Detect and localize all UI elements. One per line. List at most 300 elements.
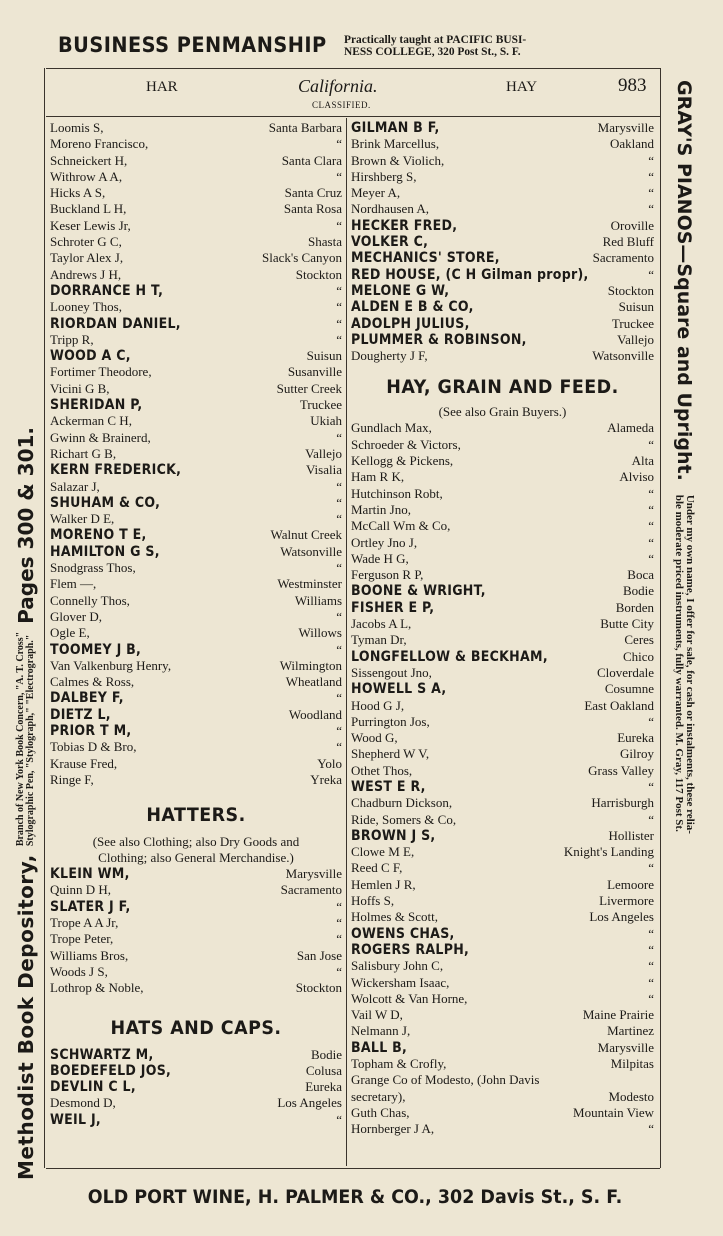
listing-place: Stockton [295, 980, 342, 996]
listing-name: SCHWARTZ M, [50, 1046, 154, 1063]
listing-place: Marysville [597, 120, 654, 135]
listing-name: Brown & Violich, [351, 152, 445, 168]
listing-row [351, 469, 654, 485]
listing-row [351, 250, 654, 266]
top-ad-line1: Practically taught at PACIFIC BUSI- [343, 32, 527, 46]
listing-name: Andrews J H, [50, 266, 122, 282]
listing-place: “ [648, 925, 654, 941]
listing-row [351, 299, 654, 315]
listing-row [351, 332, 654, 348]
listing-row [351, 201, 654, 217]
listing-row [351, 877, 654, 893]
spacer [50, 788, 342, 804]
listing-row [351, 1105, 654, 1121]
listing-name: Loomis S, [50, 120, 104, 135]
listing-name: Vail W D, [351, 1007, 403, 1023]
listing-place: Watsonville [280, 543, 342, 559]
listing-name: Nelmann J, [351, 1023, 411, 1039]
left-ad-pages: Pages 300 & 301. [14, 426, 38, 624]
listing-row [351, 437, 654, 453]
listing-row [50, 1095, 342, 1111]
listing-name: PLUMMER & ROBINSON, [351, 331, 527, 348]
listing-place: Santa Cruz [284, 185, 342, 201]
listing-name: OWENS CHAS, [351, 925, 455, 942]
listing-row [351, 518, 654, 534]
top-rule [46, 68, 660, 69]
listing-name: Tripp R, [50, 331, 94, 347]
listing-place: “ [336, 641, 342, 657]
listing-place: Eureka [617, 730, 654, 746]
header-rule [46, 116, 660, 117]
listing-place: “ [648, 860, 654, 876]
listing-name: Ham R K, [351, 469, 405, 485]
listing-name: Othet Thos, [351, 762, 413, 778]
listing-row [351, 218, 654, 234]
listing-place: Alta [631, 453, 654, 469]
listing-place: Marysville [285, 866, 342, 882]
listing-name: Grange Co of Modesto, (John Davis [351, 1072, 540, 1088]
listing-place: “ [336, 494, 342, 510]
listing-name: BALL B, [351, 1039, 408, 1056]
spacer [50, 997, 342, 1017]
listing-place: “ [336, 931, 342, 947]
right-ad-line1: Under my own name, I offer for sale, for cash or instalments, these relia- [684, 494, 696, 834]
listing-place: “ [336, 136, 342, 152]
listing-place: Visalia [305, 462, 342, 478]
hatters-note-line1: (See also Clothing; also Dry Goods and [92, 834, 300, 850]
listing-row [351, 958, 654, 974]
listing-place: “ [648, 485, 654, 501]
listing-name: Schneickert H, [50, 152, 128, 168]
listing-name: Schroeder & Victors, [351, 436, 461, 452]
listing-place: Bodie [310, 1046, 342, 1062]
listing-place: Santa Barbara [268, 120, 342, 135]
listing-place: Colusa [305, 1062, 342, 1078]
listing-place: Truckee [299, 397, 342, 413]
listing-place: Susanville [287, 364, 342, 380]
listing-place: “ [336, 217, 342, 233]
section-title-hay-grain-feed: HAY, GRAIN AND FEED. [386, 376, 619, 399]
listing-name: Clowe M E, [351, 844, 415, 860]
listing-place: “ [336, 299, 342, 315]
listing-row [351, 746, 654, 762]
listing-row [351, 860, 654, 876]
listing-place: “ [336, 429, 342, 445]
listing-place: Oakland [609, 136, 654, 152]
listing-name: SHERIDAN P, [50, 397, 143, 414]
listing-row [50, 185, 342, 201]
listing-name: MELONE G W, [351, 282, 450, 299]
listing-place: Borden [615, 599, 654, 615]
listing-row [50, 462, 342, 478]
listing-place: Westminster [277, 576, 342, 592]
listing-row [351, 453, 654, 469]
listing-place: “ [336, 963, 342, 979]
listing-place: Harrisburgh [591, 795, 654, 811]
right-frame-rule [660, 68, 661, 1168]
listing-place: Walnut Creek [270, 527, 342, 543]
listing-row [50, 756, 342, 772]
listing-row [351, 844, 654, 860]
listing-row [50, 964, 342, 980]
listing-name: Sissengout Jno, [351, 664, 432, 680]
top-advertisement [58, 30, 658, 60]
listing-place: Sutter Creek [276, 380, 342, 396]
listing-place: Bodie [622, 583, 654, 599]
listing-name: Buckland L H, [50, 201, 127, 217]
listing-name: WEIL J, [50, 1111, 101, 1128]
listing-name: Flem —, [50, 576, 97, 592]
listing-name: Wickersham Isaac, [351, 974, 450, 990]
listing-row [351, 975, 654, 991]
listing-name: Kellogg & Pickens, [351, 453, 454, 469]
listing-row [50, 674, 342, 690]
listing-row [351, 893, 654, 909]
listing-row [50, 348, 342, 364]
listing-name: SLATER J F, [50, 898, 131, 915]
listing-place: Santa Rosa [283, 201, 342, 217]
listing-place: “ [648, 518, 654, 534]
listing-row [50, 609, 342, 625]
listing-place: Martinez [607, 1023, 654, 1039]
listing-row [351, 795, 654, 811]
listing-name: ROGERS RALPH, [351, 941, 470, 958]
listing-place: “ [648, 550, 654, 566]
listing-row [351, 991, 654, 1007]
listing-row [50, 430, 342, 446]
page-number: 983 [618, 75, 647, 96]
listing-row [351, 1072, 654, 1088]
listing-name: Gwinn & Brainerd, [50, 429, 151, 445]
listing-row [50, 120, 342, 136]
top-ad-main: BUSINESS PENMANSHIP [58, 33, 327, 57]
listing-row [50, 593, 342, 609]
listing-place: Oroville [610, 217, 654, 233]
listing-place: San Jose [296, 947, 342, 963]
hatters-listing [50, 866, 342, 996]
listing-place: Red Bluff [602, 234, 654, 250]
left-ad-main: Methodist Book Depository, [14, 854, 38, 1180]
listing-row [351, 779, 654, 795]
listing-name: Brink Marcellus, [351, 136, 440, 152]
top-ad-line2: NESS COLLEGE, 320 Post St., S. F. [343, 44, 521, 58]
listing-name: TOOMEY J B, [50, 641, 142, 658]
listing-name: Fortimer Theodore, [50, 364, 152, 380]
listing-row [50, 511, 342, 527]
header-right-word: HAY [506, 79, 538, 95]
listing-name: secretary), [351, 1088, 406, 1104]
listing-name: Keser Lewis Jr, [50, 217, 131, 233]
hay-grain-feed-listing [351, 420, 654, 1137]
spacer [351, 364, 654, 376]
listing-place: “ [648, 534, 654, 550]
listing-row [50, 560, 342, 576]
listing-row [351, 583, 654, 599]
listing-name: PRIOR T M, [50, 722, 132, 739]
listing-place: Cosumne [604, 681, 654, 697]
listing-row [351, 283, 654, 299]
right-ad-main: GRAY'S PIANOS—Square and Upright. [673, 80, 695, 481]
listing-row [351, 551, 654, 567]
listing-row [50, 642, 342, 658]
listing-name: DALBEY F, [50, 690, 124, 707]
listing-name: Salazar J, [50, 478, 100, 494]
listing-name: ALDEN E B & CO, [351, 299, 474, 316]
section-title-hatters: HATTERS. [146, 804, 246, 827]
listing-place: Stockton [295, 266, 342, 282]
listing-name: Hoffs S, [351, 893, 395, 909]
listing-row [50, 625, 342, 641]
left-column [50, 120, 342, 1128]
listing-place: “ [648, 152, 654, 168]
listing-place: Lemoore [607, 876, 654, 892]
listing-name: DEVLIN C L, [50, 1079, 136, 1096]
listing-row [50, 544, 342, 560]
listing-place: “ [648, 990, 654, 1006]
listing-place: “ [648, 266, 654, 282]
listing-place: Marysville [597, 1039, 654, 1055]
hay-note: (See also Grain Buyers.) [438, 404, 567, 420]
listing-name: Ogle E, [50, 625, 90, 641]
listing-name: Reed C F, [351, 860, 403, 876]
listing-row [50, 866, 342, 882]
listing-row [351, 567, 654, 583]
listing-place: Hollister [608, 827, 654, 843]
listing-place: “ [648, 811, 654, 827]
bottom-advertisement: OLD PORT WINE, H. PALMER & CO., 302 Davis St., S. F. [87, 1186, 623, 1208]
listing-row [351, 1121, 654, 1137]
listing-name: HAMILTON G S, [50, 543, 160, 560]
listing-row [50, 772, 342, 788]
listing-name: LONGFELLOW & BECKHAM, [351, 648, 548, 665]
listing-row [50, 364, 342, 380]
left-ad-detail [16, 632, 36, 846]
listing-row [351, 909, 654, 925]
listing-row [351, 267, 654, 283]
listing-place: “ [648, 941, 654, 957]
listing-row [50, 980, 342, 996]
listing-place: “ [648, 958, 654, 974]
listing-row [351, 1056, 654, 1072]
listing-row [351, 348, 654, 364]
right-ad-detail [673, 495, 695, 834]
page-header [46, 74, 660, 114]
listing-row [50, 495, 342, 511]
listing-name: Meyer A, [351, 185, 401, 201]
listing-place: “ [336, 1111, 342, 1127]
listing-place: Yolo [317, 755, 342, 771]
listing-name: RED HOUSE, (C H Gilman propr), [351, 266, 589, 283]
spacer [50, 826, 342, 834]
listing-name: McCall Wm & Co, [351, 518, 451, 534]
listing-place: “ [648, 778, 654, 794]
header-left-word: HAR [146, 79, 178, 95]
listing-name: Ackerman C H, [50, 413, 132, 429]
listing-name: Glover D, [50, 608, 102, 624]
listing-row [50, 250, 342, 266]
listing-place: Grass Valley [588, 762, 654, 778]
listing-row [351, 649, 654, 665]
listing-row [50, 576, 342, 592]
listing-name: Ferguson R P, [351, 567, 424, 583]
listing-place: Sacramento [280, 882, 342, 898]
listing-row [351, 316, 654, 332]
listing-place: Suisun [618, 299, 654, 315]
listing-place: “ [336, 898, 342, 914]
listing-place: “ [336, 690, 342, 706]
listing-place: Los Angeles [277, 1095, 342, 1111]
listing-name: Snodgrass Thos, [50, 560, 136, 576]
listing-place: Shasta [308, 234, 342, 250]
listing-row [50, 948, 342, 964]
listing-place: “ [648, 436, 654, 452]
listing-row [351, 234, 654, 250]
listing-row [50, 267, 342, 283]
listing-name: Tobias D & Bro, [50, 739, 137, 755]
listing-row [50, 153, 342, 169]
listing-name: HOWELL S A, [351, 681, 447, 698]
listing-name: HECKER FRED, [351, 217, 458, 234]
listing-name: Quinn D H, [50, 882, 112, 898]
listing-name: KLEIN WM, [50, 866, 130, 883]
listing-row [50, 218, 342, 234]
listing-name: Ringe F, [50, 771, 94, 787]
listing-row [351, 942, 654, 958]
listing-row [351, 616, 654, 632]
listing-name: BROWN J S, [351, 827, 436, 844]
listing-place: “ [648, 201, 654, 217]
listing-name: Nordhausen A, [351, 201, 429, 217]
listing-place: Knight's Landing [563, 844, 654, 860]
header-subtitle: CLASSIFIED. [312, 100, 371, 110]
listing-name: Hood G J, [351, 697, 405, 713]
listing-place: Watsonville [592, 348, 654, 364]
listing-place: “ [336, 739, 342, 755]
listing-place: Stockton [607, 282, 654, 298]
listing-name: Wood G, [351, 730, 398, 746]
listing-row [351, 169, 654, 185]
listing-name: Chadburn Dickson, [351, 795, 453, 811]
listing-place: Sacramento [592, 250, 654, 266]
listing-row [351, 1040, 654, 1056]
listing-name: Vicini G B, [50, 380, 110, 396]
listing-row [50, 1047, 342, 1063]
listing-row [351, 420, 654, 436]
listing-name: Walker D E, [50, 511, 115, 527]
listing-place: Alviso [619, 469, 654, 485]
left-listing-continued [50, 120, 342, 788]
listing-row [50, 479, 342, 495]
right-listing-continued [351, 120, 654, 364]
listing-name: Krause Fred, [50, 755, 118, 771]
listing-name: Moreno Francisco, [50, 136, 149, 152]
right-margin-advertisement [664, 80, 704, 1140]
listing-place: Wheatland [285, 674, 342, 690]
listing-place: “ [648, 974, 654, 990]
listing-row [351, 502, 654, 518]
left-margin-advertisement [6, 70, 46, 1180]
listing-name: Calmes & Ross, [50, 674, 135, 690]
listing-place: Willows [298, 625, 342, 641]
listing-row [50, 707, 342, 723]
listing-row [351, 136, 654, 152]
listing-row [351, 828, 654, 844]
listing-row [50, 169, 342, 185]
listing-name: ADOLPH JULIUS, [351, 315, 470, 332]
listing-row [351, 1089, 654, 1105]
listing-row [351, 185, 654, 201]
listing-row [351, 698, 654, 714]
listing-place: Ceres [624, 632, 654, 648]
listing-place: “ [336, 608, 342, 624]
listing-name: FISHER E P, [351, 599, 435, 616]
listing-place: “ [648, 168, 654, 184]
listing-name: Taylor Alex J, [50, 250, 124, 266]
listing-place: Truckee [611, 315, 654, 331]
listing-name: Williams Bros, [50, 947, 129, 963]
listing-place: Alameda [607, 420, 654, 436]
listing-place: East Oakland [584, 697, 654, 713]
listing-place: Modesto [608, 1088, 654, 1104]
section-title-hats-and-caps: HATS AND CAPS. [110, 1016, 282, 1039]
listing-place: Vallejo [617, 331, 654, 347]
column-divider [346, 118, 347, 1166]
listing-place: Cloverdale [596, 664, 654, 680]
listing-name: KERN FREDERICK, [50, 462, 182, 479]
listing-place: Suisun [306, 348, 342, 364]
listing-name: Ortley Jno J, [351, 534, 418, 550]
listing-row [50, 690, 342, 706]
listing-row [351, 1023, 654, 1039]
listing-row [50, 527, 342, 543]
listing-place: “ [336, 511, 342, 527]
listing-name: Wolcott & Van Horne, [351, 990, 468, 1006]
hats-and-caps-listing [50, 1047, 342, 1128]
listing-place: Maine Prairie [582, 1007, 654, 1023]
listing-name: BOONE & WRIGHT, [351, 583, 486, 600]
listing-place: “ [336, 915, 342, 931]
bottom-rule [46, 1168, 660, 1169]
listing-name: Ride, Somers & Co, [351, 811, 457, 827]
listing-name: Schroter G C, [50, 234, 122, 250]
listing-row [50, 931, 342, 947]
listing-place: Livermore [599, 893, 654, 909]
listing-place: “ [336, 315, 342, 331]
listing-name: Van Valkenburg Henry, [50, 657, 172, 673]
left-ad-line1: Branch of New York Book Concern, "A. T. Cross" [15, 631, 26, 847]
listing-place: Mountain View [573, 1104, 654, 1120]
listing-row [50, 882, 342, 898]
listing-row [50, 283, 342, 299]
listing-place: “ [336, 282, 342, 298]
listing-place: “ [336, 478, 342, 494]
left-ad-line2: Stylographic Pen, "Stylograph," "Electrograph." [25, 634, 36, 847]
listing-name: Hirshberg S, [351, 168, 417, 184]
listing-place: Slack's Canyon [262, 250, 342, 266]
listing-place: Milpitas [610, 1056, 654, 1072]
listing-place: Gilroy [620, 746, 654, 762]
listing-row [351, 1007, 654, 1023]
listing-row [50, 915, 342, 931]
listing-row [50, 658, 342, 674]
listing-name: MECHANICS' STORE, [351, 250, 500, 267]
listing-place: Williams [294, 592, 342, 608]
listing-name: RIORDAN DANIEL, [50, 315, 181, 332]
listing-name: Withrow A A, [50, 168, 123, 184]
listing-row [50, 397, 342, 413]
listing-name: Hutchinson Robt, [351, 485, 443, 501]
listing-place: “ [336, 722, 342, 738]
